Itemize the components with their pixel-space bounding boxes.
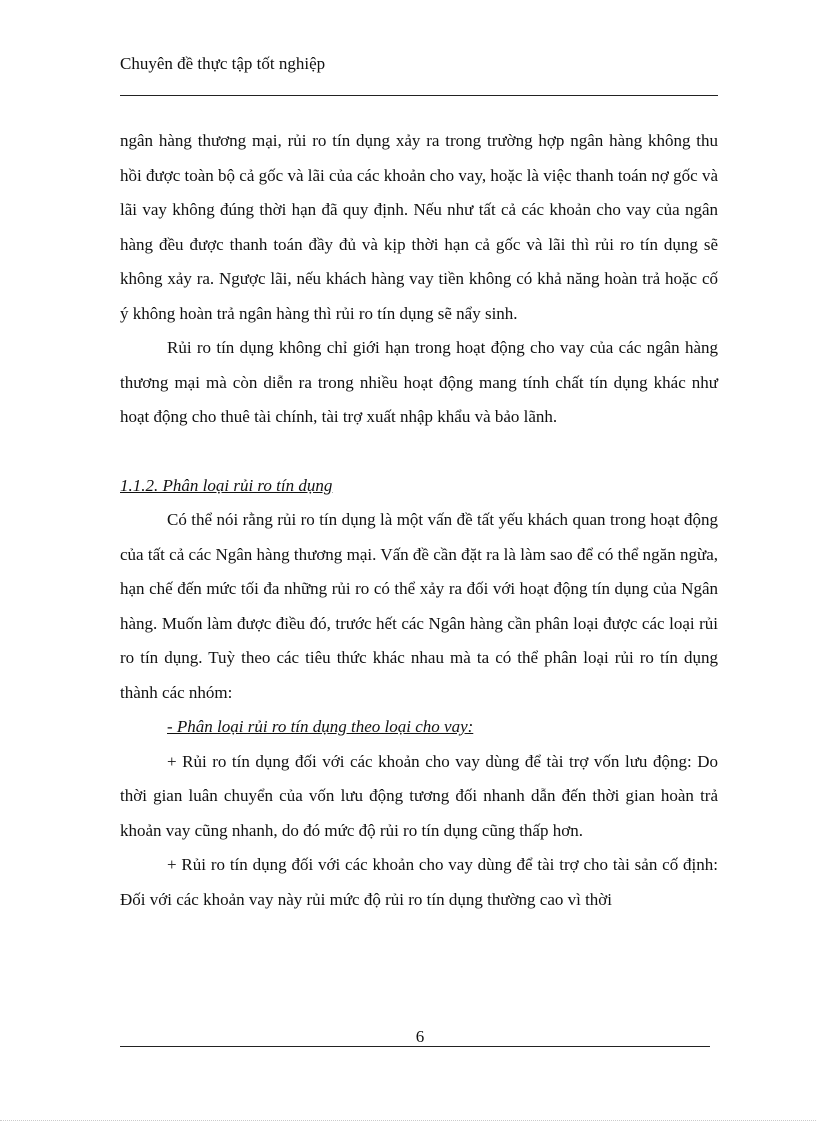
running-header: Chuyên đề thực tập tốt nghiệp <box>120 54 326 73</box>
page-edge-divider <box>0 1120 816 1121</box>
body-text <box>120 124 718 917</box>
footer-rule <box>120 1046 710 1047</box>
paragraph-3: Có thể nói rằng rủi ro tín dụng là một vấn đề tất yếu khách quan trong hoạt động của tất cả các Ngân hàng thương mại. Vấn đề cần đặt ra là làm sao để có thể ngăn ngừa, hạn chế đến mức tối đa những rủi ro có thể xảy ra đối với hoạt động tín dụng của Ngân hàng. Muốn làm được điều đó, trước hết các Ngân hàng cần phân loại được các loại rủi ro tín dụng. Tuỳ theo các tiêu thức khác nhau mà ta có thể phân loại rủi ro tín dụng thành các nhóm: <box>120 510 718 702</box>
paragraph-1: ngân hàng thương mại, rủi ro tín dụng xảy ra trong trường hợp ngân hàng không thu hồi được toàn bộ cả gốc và lãi của các khoản cho vay, hoặc là việc thanh toán nợ gốc và lãi vay không đúng thời hạn đã quy định. Nếu như tất cả các khoản cho vay của ngân hàng đều được thanh toán đầy đủ và kịp thời hạn cả gốc và lãi thì rủi ro tín dụng sẽ không xảy ra. Ngược lãi, nếu khách hàng vay tiền không có khả năng hoàn trả hoặc cố ý không hoàn trả ngân hàng thì rủi ro tín dụng sẽ nẩy sinh. <box>120 131 718 323</box>
paragraph-2: Rủi ro tín dụng không chỉ giới hạn trong hoạt động cho vay của các ngân hàng thương mại mà còn diễn ra trong nhiều hoạt động mang tính chất tín dụng khác như hoạt động cho thuê tài chính, tài trợ xuất nhập khẩu và bảo lãnh. <box>120 338 718 426</box>
section-spacer <box>120 435 718 469</box>
header-rule <box>120 95 718 96</box>
paragraph-5: + Rủi ro tín dụng đối với các khoản cho vay dùng để tài trợ cho tài sản cố định: Đối với các khoản vay này rủi mức độ rủi ro tín dụng thường cao vì thời <box>120 855 718 909</box>
paragraph-4: + Rủi ro tín dụng đối với các khoản cho vay dùng để tài trợ vốn lưu động: Do thời gian luân chuyển của vốn lưu động tương đối nhanh dẫn đến thời gian hoàn trả khoản vay cũng nhanh, do đó mức độ rủi ro tín dụng cũng thấp hơn. <box>120 751 718 840</box>
sub-heading-line <box>120 710 718 745</box>
sub-heading: - Phân loại rủi ro tín dụng theo loại cho vay: <box>167 717 474 736</box>
section-heading: 1.1.2. Phân loại rủi ro tín dụng <box>120 475 333 495</box>
page-number: 6 <box>415 1027 425 1046</box>
